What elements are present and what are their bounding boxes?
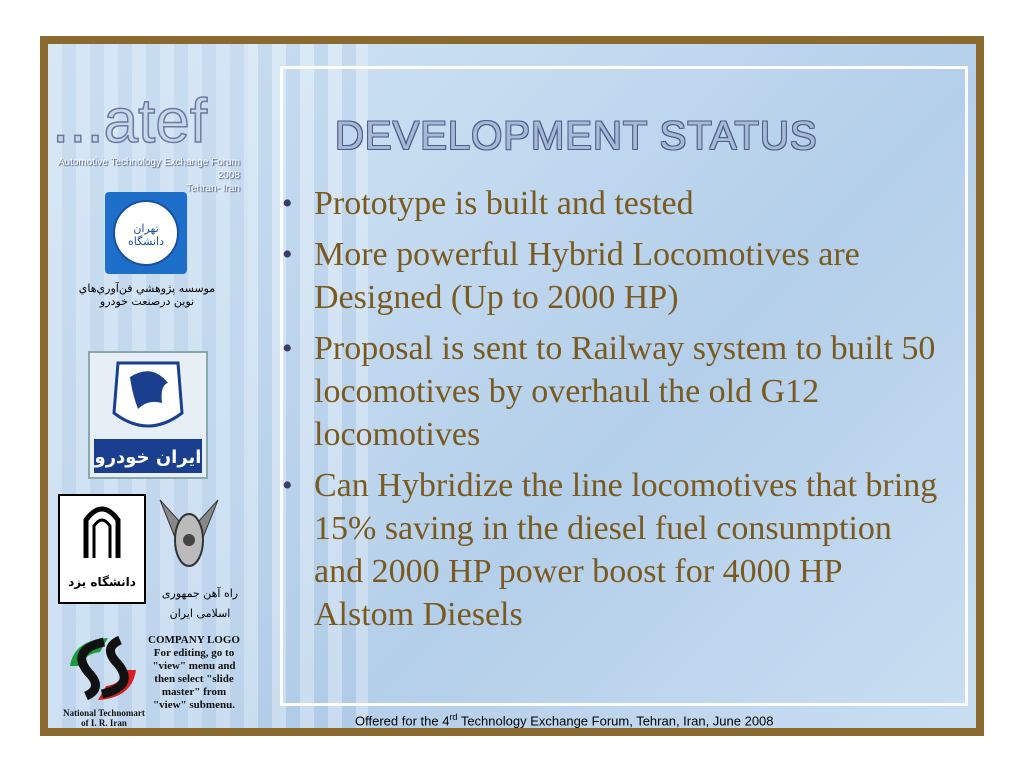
bullet-text: Can Hybridize the line locomotives that bring 15% saving in the diesel fuel consumption and 2000 HP power boost for 4000 HP Alstom Diesels [314,467,938,633]
slide-title: DEVELOPMENT STATUS [335,114,818,158]
bullet-item [280,233,940,319]
railway-name [150,584,250,624]
atef-caption-line2: Tehran- Iran [186,183,240,194]
iran-khodro-logo [88,351,208,479]
footer-suffix: Technology Exchange Forum, Tehran, Iran, June 2008 [457,713,774,729]
atef-caption-line1: Automotive Technology Exchange Forum 2008 [57,157,240,181]
bullet-item [280,327,940,456]
national-technomart-caption-line1: National Technomart [63,708,145,718]
atef-logo-text: ...atef [52,87,208,154]
yazd-university-emblem-icon [60,496,144,602]
slide-footer [355,712,774,728]
iran-khodro-emblem-icon [90,353,206,477]
university-tehran-logo-text: تهران دانشگاه [127,222,165,248]
national-technomart-logo-icon [64,634,142,704]
footer-ordinal: rd [449,712,458,722]
bullet-text: Proposal is sent to Railway system to built 50 locomotives by overhaul the old G12 locomotives [314,330,936,453]
bullet-dot-icon: • [282,238,293,271]
yazd-university-logo [58,494,146,604]
university-tehran-seal [113,200,179,266]
bullet-list [280,182,940,644]
university-tehran-logo [105,192,187,274]
bullet-dot-icon: • [282,332,293,365]
atef-logo [52,82,242,154]
institute-name-line2: نوين درصنعت خودرو [99,295,195,308]
bullet-text: Prototype is built and tested [314,185,694,222]
national-technomart-caption-line2: of I. R. Iran [81,718,127,728]
railway-name-line1: راه آهن جمهوری [161,587,239,600]
bullet-text: More powerful Hybrid Locomotives are Designed (Up to 2000 HP) [314,236,860,316]
iran-khodro-text: ایران خودرو [94,447,202,468]
company-logo-placeholder: COMPANY LOGO For editing, go to "view" menu and then select "slide master" from "view" submenu. [148,634,240,711]
yazd-university-text: دانشگاه یزد [68,575,136,589]
footer-prefix: Offered for the 4 [355,713,450,729]
bullet-dot-icon: • [282,187,293,220]
bullet-item [280,464,940,636]
institute-name [52,282,242,308]
national-technomart-caption [56,708,152,728]
railway-name-line2: اسلامی ایران [169,607,231,620]
institute-name-line1: موسسه پژوهشي فن‌آوري‌هاي [78,282,216,295]
bullet-item [280,182,940,225]
railway-logo-icon [158,496,220,570]
bullet-dot-icon: • [282,469,293,502]
atef-caption [50,156,240,195]
